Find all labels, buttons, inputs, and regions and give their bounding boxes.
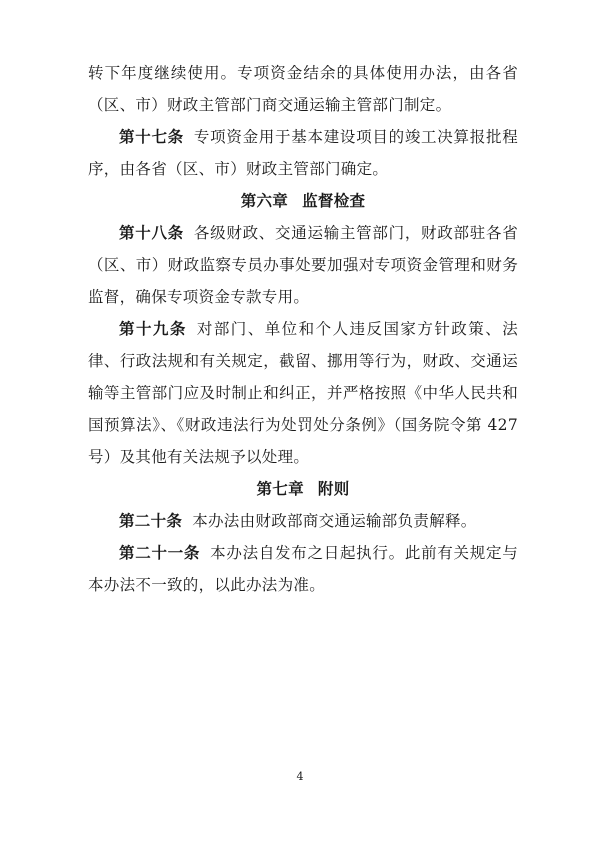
chapter-6-heading (88, 185, 518, 217)
article-number: 第十七条 (119, 127, 184, 146)
chapter-number: 第六章 (240, 191, 289, 210)
article-text: 本办法由财政部商交通运输部负责解释。 (192, 512, 477, 530)
document-body (88, 57, 518, 601)
article-19 (88, 313, 518, 473)
article-text: 各级财政、交通运输主管部门，财政部驻各省（区、市）财政监察专员办事处要加强对专项资金管理和财务监督，确保专项资金专款专用。 (88, 224, 518, 306)
article-text: 对部门、单位和个人违反国家方针政策、法律、行政法规和有关规定，截留、挪用等行为，财政、交通运输等主管部门应及时制止和纠正，并严格按照《中华人民共和国预算法》、《财政违法行为处罚处分条例》（国务院令第 427 号）及其他有关法规予以处理。 (88, 320, 519, 466)
article-21 (88, 537, 518, 601)
article-20 (88, 505, 518, 537)
chapter-title: 附则 (317, 479, 350, 498)
chapter-title: 监督检查 (302, 191, 366, 210)
chapter-number: 第七章 (256, 479, 304, 498)
article-17 (88, 121, 518, 185)
article-number: 第二十一条 (119, 543, 201, 562)
chapter-7-heading (88, 473, 518, 505)
article-number: 第十九条 (119, 319, 187, 338)
article-text: 专项资金用于基本建设项目的竣工决算报批程序，由各省（区、市）财政主管部门确定。 (88, 128, 518, 178)
paragraph-continuation (88, 57, 518, 121)
article-number: 第十八条 (119, 223, 184, 242)
article-number: 第二十条 (119, 511, 183, 530)
article-text: 本办法自发布之日起执行。此前有关规定与本办法不一致的，以此办法为准。 (88, 544, 518, 594)
article-18 (88, 217, 518, 313)
page-number: 4 (296, 770, 304, 783)
paragraph-text: 转下年度继续使用。专项资金结余的具体使用办法，由各省（区、市）财政主管部门商交通运输主管部门制定。 (88, 64, 518, 114)
